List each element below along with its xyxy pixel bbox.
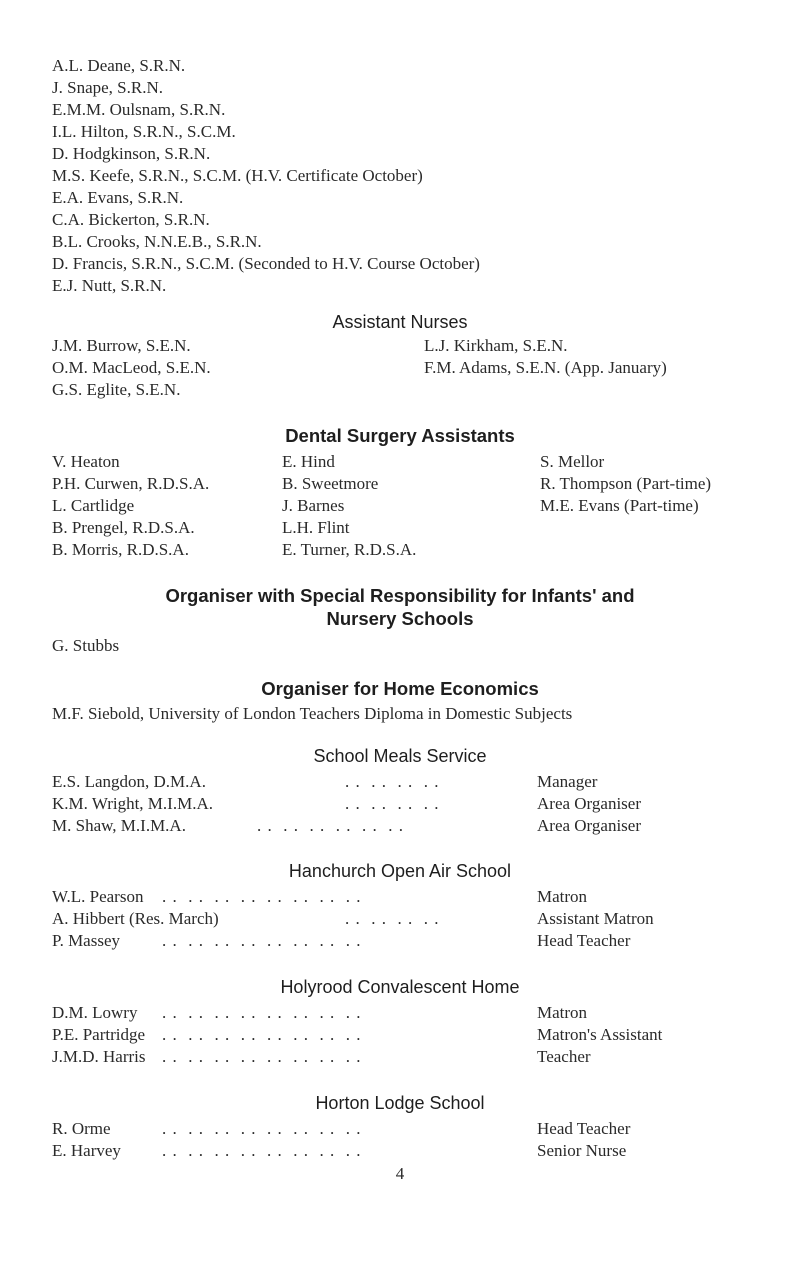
leader-dots: . . . . . . . . . . . . . . . .	[162, 887, 362, 906]
list-item: M.F. Siebold, University of London Teachers Diploma in Domestic Subjects	[52, 704, 573, 723]
list-item: A.L. Deane, S.R.N.	[52, 56, 186, 75]
list-item: P.H. Curwen, R.D.S.A.	[52, 474, 210, 493]
list-item: G. Stubbs	[52, 636, 120, 655]
row-role: Head Teacher	[537, 931, 631, 950]
section-heading-assistant-nurses: Assistant Nurses	[332, 312, 468, 332]
list-item: B. Sweetmore	[282, 474, 379, 493]
row-role: Matron	[537, 1003, 588, 1022]
row-role: Matron	[537, 887, 588, 906]
list-item: V. Heaton	[52, 452, 120, 471]
list-item: B.L. Crooks, N.N.E.B., S.R.N.	[52, 232, 262, 251]
list-item: L.J. Kirkham, S.E.N.	[424, 336, 568, 355]
list-item: E.J. Nutt, S.R.N.	[52, 276, 167, 295]
leader-dots: . . . . . . . . . . . . . . . .	[162, 1047, 362, 1066]
row-role: Manager	[537, 772, 598, 791]
list-item: L.H. Flint	[282, 518, 350, 537]
row-name: A. Hibbert (Res. March)	[52, 909, 219, 928]
section-heading-infants: Organiser with Special Responsibility for Infants' and	[165, 585, 635, 606]
list-item: I.L. Hilton, S.R.N., S.C.M.	[52, 122, 236, 141]
section-heading-holyrood: Holyrood Convalescent Home	[280, 977, 520, 997]
section-heading-infants-line2: Nursery Schools	[326, 608, 474, 629]
row-name: E. Harvey	[52, 1141, 121, 1160]
list-item: R. Thompson (Part-time)	[540, 474, 712, 493]
row-name: M. Shaw, M.I.M.A.	[52, 816, 186, 835]
row-name: K.M. Wright, M.I.M.A.	[52, 794, 213, 813]
section-heading-dental: Dental Surgery Assistants	[285, 425, 515, 446]
section-heading-school-meals: School Meals Service	[313, 746, 487, 766]
page-number: 4	[395, 1164, 405, 1183]
leader-dots: . . . . . . . .	[345, 794, 440, 813]
list-item: G.S. Eglite, S.E.N.	[52, 380, 181, 399]
leader-dots: . . . . . . . . . . . . . . . .	[162, 1025, 362, 1044]
row-role: Area Organiser	[537, 794, 642, 813]
list-item: F.M. Adams, S.E.N. (App. January)	[424, 358, 667, 377]
list-item: E.A. Evans, S.R.N.	[52, 188, 184, 207]
row-role: Teacher	[537, 1047, 591, 1066]
list-item: J. Snape, S.R.N.	[52, 78, 163, 97]
row-name: J.M.D. Harris	[52, 1047, 146, 1066]
list-item: D. Hodgkinson, S.R.N.	[52, 144, 211, 163]
row-name: P.E. Partridge	[52, 1025, 146, 1044]
list-item: J.M. Burrow, S.E.N.	[52, 336, 191, 355]
list-item: E. Turner, R.D.S.A.	[282, 540, 417, 559]
row-role: Matron's Assistant	[537, 1025, 663, 1044]
leader-dots: . . . . . . . .	[345, 772, 440, 791]
leader-dots: . . . . . . . . . . . . . . . .	[162, 1119, 362, 1138]
list-item: M.S. Keefe, S.R.N., S.C.M. (H.V. Certificate October)	[52, 166, 423, 185]
leader-dots: . . . . . . . . . . . . . . . .	[162, 931, 362, 950]
list-item: J. Barnes	[282, 496, 345, 515]
list-item: B. Prengel, R.D.S.A.	[52, 518, 195, 537]
row-role: Area Organiser	[537, 816, 642, 835]
row-name: W.L. Pearson	[52, 887, 144, 906]
list-item: E. Hind	[282, 452, 335, 471]
row-role: Head Teacher	[537, 1119, 631, 1138]
list-item: E.M.M. Oulsnam, S.R.N.	[52, 100, 226, 119]
leader-dots: . . . . . . . . . . . . . . . .	[162, 1141, 362, 1160]
list-item: C.A. Bickerton, S.R.N.	[52, 210, 210, 229]
row-role: Assistant Matron	[537, 909, 654, 928]
list-item: O.M. MacLeod, S.E.N.	[52, 358, 211, 377]
row-name: D.M. Lowry	[52, 1003, 138, 1022]
section-heading-home-economics: Organiser for Home Economics	[261, 678, 539, 699]
row-name: E.S. Langdon, D.M.A.	[52, 772, 206, 791]
list-item: S. Mellor	[540, 452, 605, 471]
list-item: D. Francis, S.R.N., S.C.M. (Seconded to H.V. Course October)	[52, 254, 480, 273]
list-item: B. Morris, R.D.S.A.	[52, 540, 189, 559]
row-name: P. Massey	[52, 931, 121, 950]
row-name: R. Orme	[52, 1119, 111, 1138]
leader-dots: . . . . . . . . . . . .	[257, 816, 404, 835]
section-heading-hanchurch: Hanchurch Open Air School	[288, 861, 512, 881]
leader-dots: . . . . . . . . . . . . . . . .	[162, 1003, 362, 1022]
list-item: L. Cartlidge	[52, 496, 135, 515]
list-item: M.E. Evans (Part-time)	[540, 496, 699, 515]
leader-dots: . . . . . . . .	[345, 909, 440, 928]
row-role: Senior Nurse	[537, 1141, 627, 1160]
section-heading-horton: Horton Lodge School	[315, 1093, 485, 1113]
